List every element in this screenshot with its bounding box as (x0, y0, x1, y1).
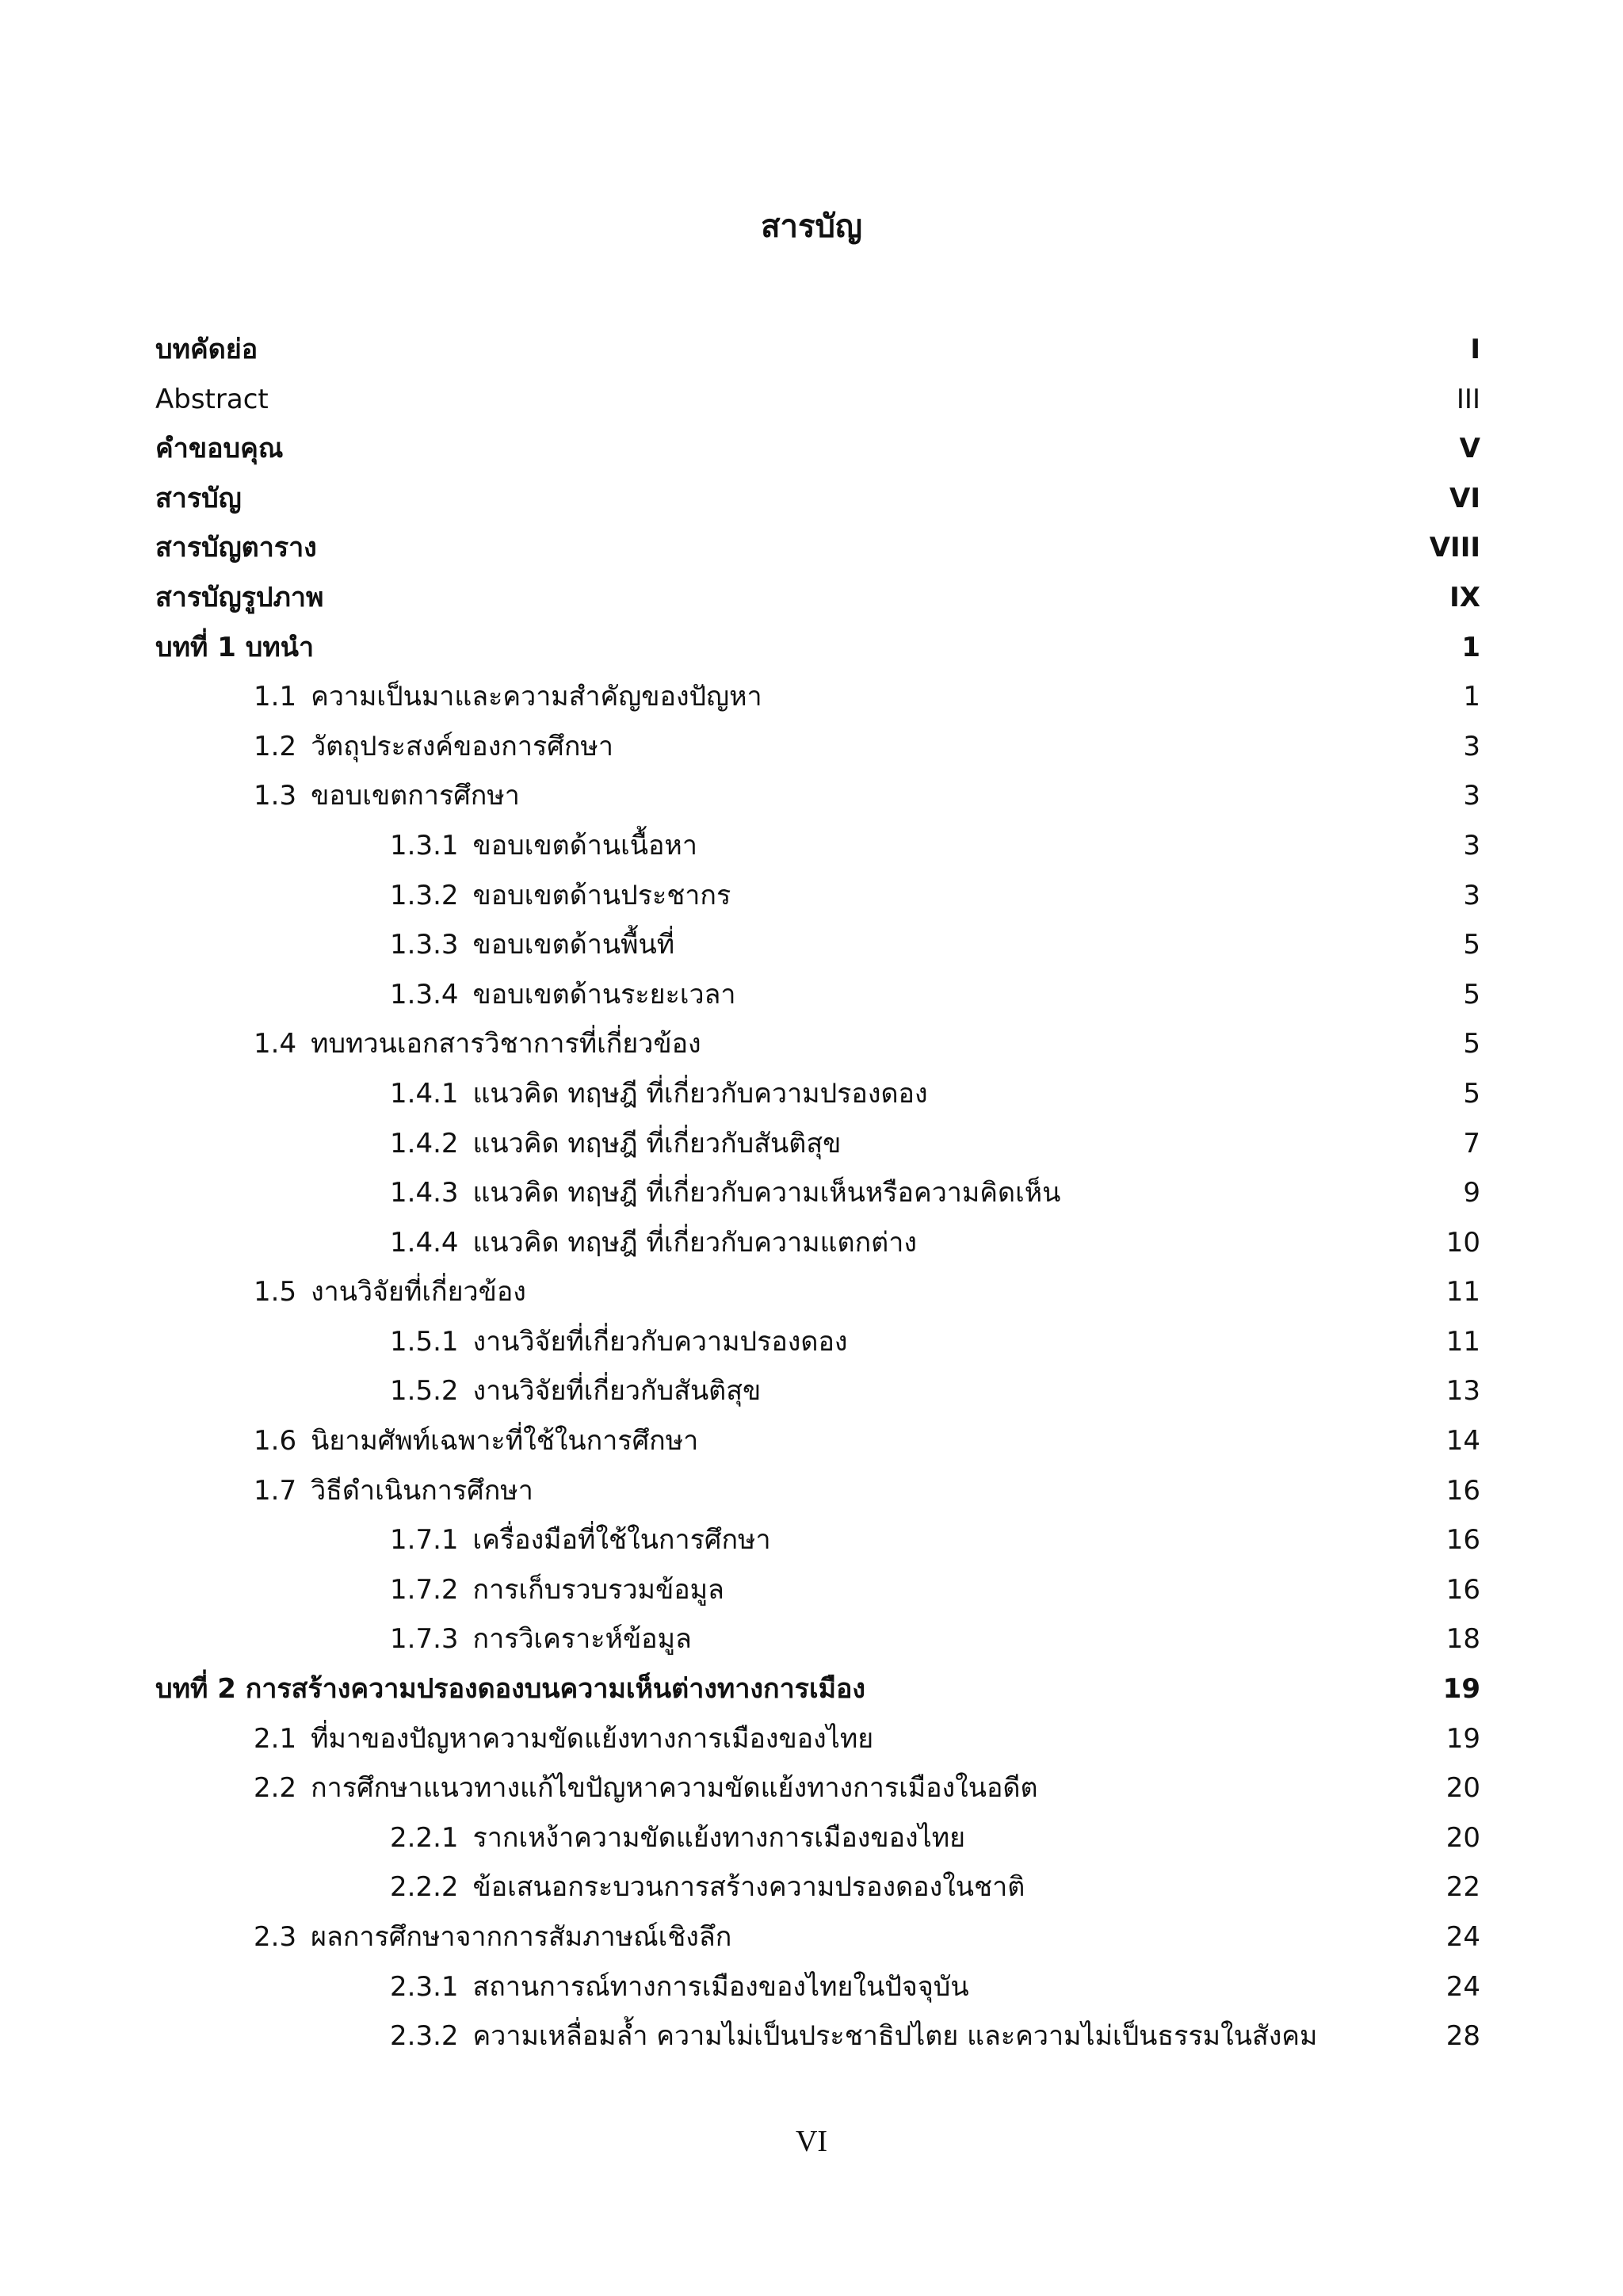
toc-entry-title: ขอบเขตด้านประชากร (472, 879, 731, 911)
toc-entry-number: 1.7.1 (390, 1524, 459, 1557)
toc-entry (155, 1168, 1480, 1218)
toc-entry (155, 1813, 1480, 1863)
toc-entry-number: 1.7 (254, 1474, 297, 1507)
toc-entry-page: 9 (1463, 1177, 1480, 1209)
toc-entry (155, 1515, 1480, 1565)
toc-entry-page: I (1470, 334, 1480, 365)
toc-entry (155, 771, 1480, 821)
toc-entry-number: 1.3.4 (390, 978, 459, 1010)
toc-entry-page: 3 (1463, 730, 1480, 762)
toc-entry-page: 19 (1445, 1722, 1480, 1755)
toc-entry (155, 623, 1480, 673)
toc-entry (155, 1119, 1480, 1169)
toc-entry-number: 1.3.3 (390, 929, 459, 961)
toc-entry-title: แนวคิด ทฤษฎี ที่เกี่ยวกับความเห็นหรือความคิดเห็น (472, 1177, 1061, 1209)
toc-entry (155, 1069, 1480, 1119)
toc-entry (155, 672, 1480, 722)
toc-entry-page: 14 (1445, 1425, 1480, 1457)
toc-entry-title: บทที่ 2 การสร้างความปรองดองบนความเห็นต่างทางการเมือง (155, 1673, 866, 1706)
toc-entry-number: 1.5.2 (390, 1375, 459, 1408)
toc-entry-page: 18 (1445, 1623, 1480, 1656)
toc-entry-number: 1.1 (254, 681, 297, 713)
toc-entry-title: รากเหง้าความขัดแย้งทางการเมืองของไทย (472, 1821, 966, 1854)
toc-entry (155, 1218, 1480, 1268)
toc-entry-page: 16 (1445, 1573, 1480, 1606)
toc-entry-number: 2.3.1 (390, 1970, 459, 2003)
toc-entry-number: 1.6 (254, 1425, 297, 1457)
toc-entry-page: VI (1449, 482, 1480, 514)
toc-entry-title: งานวิจัยที่เกี่ยวข้อง (311, 1276, 526, 1308)
toc-entry-title: ทบทวนเอกสารวิชาการที่เกี่ยวข้อง (311, 1028, 701, 1060)
toc-entry (155, 573, 1480, 623)
toc-entry (155, 1416, 1480, 1466)
table-of-contents (155, 325, 1480, 2061)
toc-entry-page: IX (1449, 581, 1480, 613)
toc-entry-number: 1.4.2 (390, 1127, 459, 1159)
toc-entry (155, 1862, 1480, 1912)
toc-entry-title: วิธีดำเนินการศึกษา (311, 1474, 533, 1507)
toc-entry-page: 13 (1445, 1375, 1480, 1408)
toc-entry (155, 523, 1480, 573)
toc-entry-title: บทคัดย่อ (155, 334, 258, 365)
toc-entry-number: 1.5.1 (390, 1325, 459, 1358)
toc-entry (155, 1912, 1480, 1962)
toc-entry-number: 1.3.1 (390, 829, 459, 861)
toc-entry-page: 7 (1463, 1127, 1480, 1159)
toc-entry-number: 1.3 (254, 780, 297, 812)
toc-entry-title: สารบัญ (155, 482, 242, 514)
toc-entry-title: ข้อเสนอกระบวนการสร้างความปรองดองในชาติ (472, 1871, 1025, 1904)
toc-entry-title: สารบัญตาราง (155, 532, 317, 564)
toc-entry-number: 2.2 (254, 1772, 297, 1805)
toc-entry (155, 1664, 1480, 1714)
toc-entry-page: III (1456, 383, 1480, 415)
toc-entry-page: 22 (1445, 1871, 1480, 1904)
toc-entry (155, 1019, 1480, 1069)
toc-entry-title: วัตถุประสงค์ของการศึกษา (311, 730, 613, 762)
toc-entry-number: 2.2.2 (390, 1871, 459, 1904)
toc-entry (155, 821, 1480, 871)
toc-entry-title: Abstract (155, 383, 269, 415)
toc-entry-title: ขอบเขตด้านเนื้อหา (472, 829, 697, 861)
toc-entry-title: สารบัญรูปภาพ (155, 581, 324, 613)
toc-entry (155, 722, 1480, 772)
toc-entry-page: 24 (1445, 1970, 1480, 2003)
toc-entry (155, 1962, 1480, 2012)
toc-entry-number: 1.4.1 (390, 1077, 459, 1110)
toc-entry (155, 1565, 1480, 1615)
toc-entry-title: ขอบเขตด้านระยะเวลา (472, 978, 736, 1010)
toc-entry (155, 1267, 1480, 1317)
toc-entry-page: 11 (1445, 1325, 1480, 1358)
toc-entry-title: แนวคิด ทฤษฎี ที่เกี่ยวกับความปรองดอง (472, 1077, 928, 1110)
toc-entry (155, 1466, 1480, 1516)
toc-entry-title: ขอบเขตการศึกษา (311, 780, 520, 812)
toc-entry-page: 16 (1445, 1474, 1480, 1507)
toc-entry-title: งานวิจัยที่เกี่ยวกับสันติสุข (472, 1375, 762, 1408)
toc-entry-number: 1.3.2 (390, 879, 459, 911)
toc-entry-number: 1.4.4 (390, 1226, 459, 1259)
toc-entry-page: 20 (1445, 1772, 1480, 1805)
toc-entry (155, 424, 1480, 474)
toc-entry (155, 1763, 1480, 1813)
toc-entry-page: 1 (1461, 631, 1480, 663)
toc-entry-title: สถานการณ์ทางการเมืองของไทยในปัจจุบัน (472, 1970, 969, 2003)
toc-entry-title: ความเหลื่อมล้ำ ความไม่เป็นประชาธิปไตย และความไม่เป็นธรรมในสังคม (472, 2020, 1318, 2053)
toc-entry-title: แนวคิด ทฤษฎี ที่เกี่ยวกับความแตกต่าง (472, 1226, 917, 1259)
toc-entry-page: 11 (1445, 1276, 1480, 1308)
toc-entry-page: 1 (1463, 681, 1480, 713)
toc-entry-page: 19 (1442, 1673, 1480, 1706)
toc-entry (155, 1714, 1480, 1764)
toc-entry-page: 3 (1463, 780, 1480, 812)
toc-entry-page: 10 (1445, 1226, 1480, 1259)
toc-entry-number: 2.2.1 (390, 1821, 459, 1854)
toc-entry-title: การเก็บรวบรวมข้อมูล (472, 1573, 724, 1606)
toc-entry-title: ขอบเขตด้านพื้นที่ (472, 929, 675, 961)
toc-entry-title: ผลการศึกษาจากการสัมภาษณ์เชิงลึก (311, 1921, 732, 1953)
toc-entry (155, 375, 1480, 425)
toc-entry-number: 1.4.3 (390, 1177, 459, 1209)
toc-entry-number: 1.7.3 (390, 1623, 459, 1656)
toc-entry (155, 970, 1480, 1020)
toc-entry-page: 5 (1463, 978, 1480, 1010)
toc-entry-page: 5 (1463, 1077, 1480, 1110)
toc-entry-number: 2.1 (254, 1722, 297, 1755)
toc-entry-number: 1.2 (254, 730, 297, 762)
toc-entry-number: 2.3 (254, 1921, 297, 1953)
toc-entry (155, 1317, 1480, 1367)
toc-entry-title: คำขอบคุณ (155, 433, 284, 465)
toc-entry-title: บทที่ 1 บทนำ (155, 631, 315, 663)
toc-entry-number: 2.3.2 (390, 2020, 459, 2053)
toc-entry-number: 1.4 (254, 1028, 297, 1060)
toc-entry-title: แนวคิด ทฤษฎี ที่เกี่ยวกับสันติสุข (472, 1127, 842, 1159)
toc-entry-title: การศึกษาแนวทางแก้ไขปัญหาความขัดแย้งทางการเมืองในอดีต (311, 1772, 1038, 1805)
toc-entry-number: 1.5 (254, 1276, 297, 1308)
toc-entry-number: 1.7.2 (390, 1573, 459, 1606)
toc-entry-page: 24 (1445, 1921, 1480, 1953)
toc-entry-title: เครื่องมือที่ใช้ในการศึกษา (472, 1524, 771, 1557)
toc-entry-page: 16 (1445, 1524, 1480, 1557)
toc-entry-page: 28 (1445, 2020, 1480, 2053)
toc-entry-page: 5 (1463, 929, 1480, 961)
toc-entry (155, 1366, 1480, 1416)
page-title: สารบัญ (761, 208, 862, 245)
toc-entry-page: VIII (1429, 532, 1480, 564)
toc-entry-page: 20 (1445, 1821, 1480, 1854)
toc-entry-title: งานวิจัยที่เกี่ยวกับความปรองดอง (472, 1325, 848, 1358)
page-number: VI (795, 2125, 828, 2158)
toc-entry (155, 1614, 1480, 1664)
toc-entry-page: V (1459, 433, 1480, 465)
toc-entry (155, 325, 1480, 375)
toc-entry (155, 474, 1480, 524)
toc-entry (155, 920, 1480, 970)
toc-entry-page: 5 (1463, 1028, 1480, 1060)
toc-entry (155, 2011, 1480, 2061)
toc-entry-page: 3 (1463, 879, 1480, 911)
toc-entry-title: ที่มาของปัญหาความขัดแย้งทางการเมืองของไทย (311, 1722, 874, 1755)
toc-entry-title: การวิเคราะห์ข้อมูล (472, 1623, 692, 1656)
toc-entry-page: 3 (1463, 829, 1480, 861)
toc-entry-title: ความเป็นมาและความสำคัญของปัญหา (311, 681, 762, 713)
toc-entry (155, 871, 1480, 921)
toc-entry-title: นิยามศัพท์เฉพาะที่ใช้ในการศึกษา (311, 1425, 699, 1457)
